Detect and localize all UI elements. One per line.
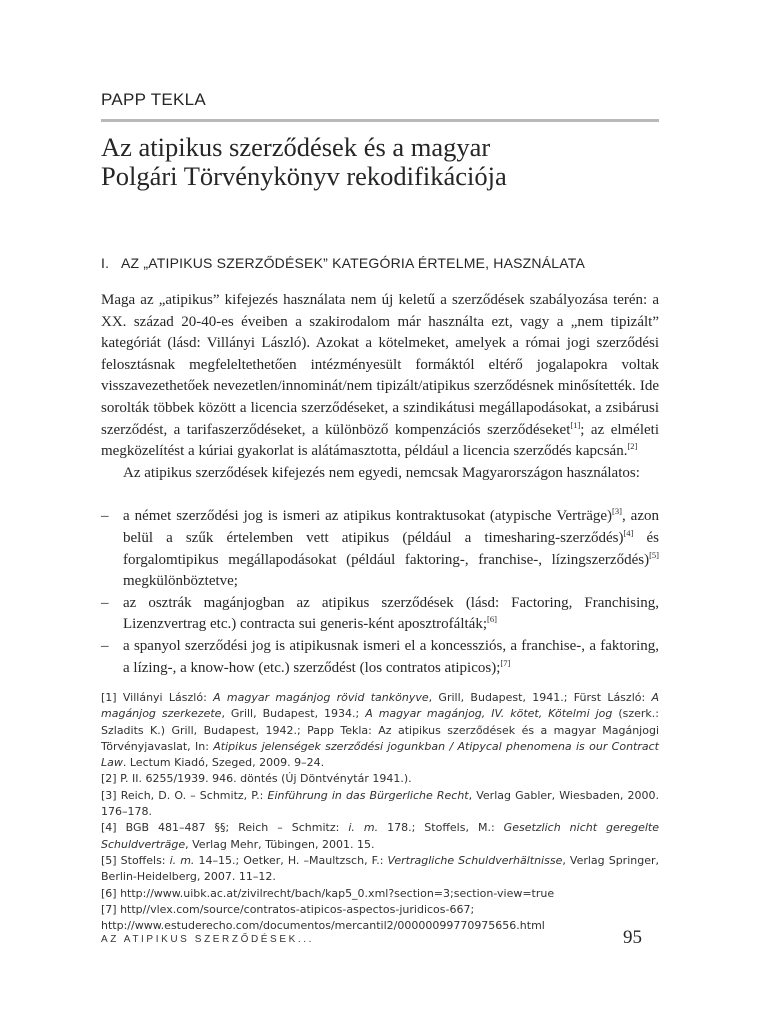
footnote-1-text-b: , Grill, Budapest, 1941.; Fürst László: xyxy=(428,691,652,704)
footnote-4-text-c: , Verlag Mehr, Tübingen, 2001. 15. xyxy=(185,837,375,851)
footnote-2: [2] P. II. 6255/1939. 946. döntés (Új Döntvénytár 1941.). xyxy=(101,772,412,786)
footnote-4-text-a: [4] BGB 481–487 §§; Reich – Schmitz: xyxy=(101,821,349,835)
paragraph-1 xyxy=(101,290,659,463)
list-item-german xyxy=(101,506,659,592)
section-number: I. xyxy=(101,255,110,271)
list-dash: – xyxy=(101,594,109,611)
footnote-5-text-b: 14–15.; Oetker, H. –Maultzsch, F.: xyxy=(194,853,388,867)
paragraph-gap xyxy=(101,484,659,506)
title-line-1: Az atipikus szerződések és a magyar xyxy=(101,132,491,162)
footnote-ref-5: [5] xyxy=(649,549,659,560)
list-item-spanish xyxy=(101,636,659,679)
footnote-5-italic-1: i. m. xyxy=(169,853,195,867)
paragraph-1-text-b: ; az elméleti megközelítést a kúriai gyakorlat is alátámasztotta, például a licencia szerződés kapcsán. xyxy=(101,421,660,460)
running-footer-title: AZ ATIPIKUS SZERZŐDÉSEK... xyxy=(101,934,315,945)
footnote-4-text-b: 178.; Stoffels, M.: xyxy=(378,821,504,835)
list-item-austrian xyxy=(101,593,659,636)
footnote-1-text-c: , Grill, Budapest, 1934.; xyxy=(221,707,366,721)
footnote-ref-7: [7] xyxy=(500,657,511,668)
paragraph-1-text-a: Maga az „atipikus” kifejezés használata nem új keletű a szerződések szabályozása terén: a XX. század 20-40-es éveiben a szakirodalom már használta ezt, vagy a „nem tipizált” kategóriát (lásd: Villányi László). Azokat a kötelmeket, amelyek a római jogi szerződési felosztásnak megfeleltethetően intézményesült formáktól eltérő jogalapokra voltak visszavezethetőek nevezetlen/innominát/nem tipizált/atipikus szerződésnek minősítették. Ide sorolták többek között a licencia szerződéseket, a szindikátusi megállapodásokat, a zsibárusi szerződést, a tarifaszerződéseket, a különböző kompenzációs szerződéseket xyxy=(101,292,659,438)
page-number: 95 xyxy=(623,927,642,948)
title-line-2: Polgári Törvénykönyv rekodifikációja xyxy=(101,161,507,191)
footnote-1-italic-3: A magyar magánjog, IV. kötet, Kötelmi jog xyxy=(365,707,613,721)
footnote-7: [7] http//vlex.com/source/contratos-atipicos-aspectos-juridicos-667; xyxy=(101,902,475,916)
footnotes xyxy=(101,690,659,934)
footnote-1-text-e: . Lectum Kiadó, Szeged, 2009. 9–24. xyxy=(122,756,325,770)
footnote-1-text-d: (szerk.: Szladits K.) Grill, Budapest, 1942.; Papp Tekla: Az atipikus szerződések és a magyar Magánjogi Törvényjavaslat, In: xyxy=(101,707,659,753)
list-item-german-text-a: a német szerződési jog is ismeri az atipikus kontraktusokat (atypische Verträge) xyxy=(123,508,613,525)
footnote-ref-3: [3] xyxy=(612,506,622,517)
list-item-german-text-d: megkülönböztetve; xyxy=(123,573,238,590)
footnote-ref-4: [4] xyxy=(623,527,634,538)
footnote-1-italic-1: A magyar magánjog rövid tankönyve xyxy=(213,691,429,704)
footnote-1 xyxy=(101,690,659,771)
list-item-spanish-text: a spanyol szerződési jog is atipikusnak ismeri el a koncessziós, a franchise-, a faktoring, a lízing-, a know-how (etc.) szerződést (los contratos atipicos); xyxy=(123,637,659,676)
footnote-5-italic-2: Vertragliche Schuldverhältnisse xyxy=(387,853,563,867)
list-item-austrian-text: az osztrák magánjogban az atipikus szerződések (lásd: Factoring, Franchising, Lizenzvertrag etc.) contracta sui generis-ként aposztrofálták; xyxy=(123,594,659,633)
footnote-1-italic-4: Atipikus jelenségek szerződési jogunkban / Atipycal phenomena is our Contract Law xyxy=(101,739,659,770)
footnote-3-text-b: , Verlag Gabler, Wiesbaden, 2000. 176–178. xyxy=(101,788,660,819)
paragraph-2: Az atipikus szerződések kifejezés nem egyedi, nemcsak Magyarországon használatos: xyxy=(123,464,640,481)
footnote-ref-2: [2] xyxy=(627,441,638,452)
list-item-german-text-c: és forgalomtipikus megállapodásokat (például faktoring-, franchise-, lízingszerződés) xyxy=(123,529,659,568)
footnote-5-text-c: , Verlag Springer, Berlin-Heidelberg, 2007. 11–12. xyxy=(101,853,660,884)
footnote-ref-6: [6] xyxy=(486,614,497,625)
footnote-3 xyxy=(101,788,659,821)
footnote-5-text-a: [5] Stoffels: xyxy=(101,853,170,867)
footnote-4 xyxy=(101,820,659,853)
header-rule xyxy=(101,119,659,122)
footnote-1-text-a: [1] Villányi László: xyxy=(101,691,214,704)
footnote-ref-1: [1] xyxy=(570,419,581,430)
footnote-5 xyxy=(101,853,659,886)
body-text xyxy=(101,290,659,679)
footnote-4-italic-1: i. m. xyxy=(348,821,379,835)
footnote-6: [6] http://www.uibk.ac.at/zivilrecht/bach/kap5_0.xml?section=3;section-view=true xyxy=(101,886,555,900)
author-name: PAPP TEKLA xyxy=(101,90,207,109)
list-dash: – xyxy=(101,637,109,654)
footnote-3-italic: Einführung in das Bürgerliche Recht xyxy=(267,788,469,802)
footnote-3-text-a: [3] Reich, D. O. – Schmitz, P.: xyxy=(101,788,268,802)
list-item-german-text-b: , azon belül a szűk értelemben vett atipikus (például a timesharing-szerződés) xyxy=(123,508,659,546)
footnote-4-italic-2: Gesetzlich nicht geregelte Schuldverträge xyxy=(101,821,659,851)
footnote-1-italic-2: A magánjog szerkezete xyxy=(101,691,660,721)
article-title xyxy=(101,133,661,191)
section-title: AZ „ATIPIKUS SZERZŐDÉSEK” KATEGÓRIA ÉRTELME, HASZNÁLATA xyxy=(121,255,586,271)
footnote-7-continued: http://www.estuderecho.com/documentos/mercantil2/00000099770975656.html xyxy=(101,919,545,933)
list-dash: – xyxy=(101,508,109,525)
section-heading xyxy=(101,255,585,271)
